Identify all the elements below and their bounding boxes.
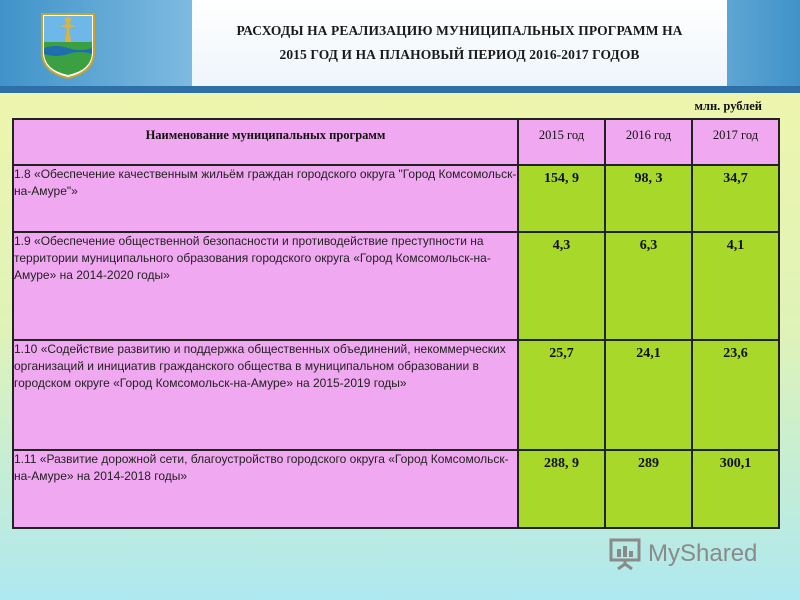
value-2016: 289 <box>605 450 692 528</box>
table-row <box>13 340 779 450</box>
header-2015: 2015 год <box>518 119 605 165</box>
value-2015: 154, 9 <box>518 165 605 232</box>
value-2015: 288, 9 <box>518 450 605 528</box>
program-name: 1.9 «Обеспечение общественной безопасности и противодействие преступности на территории муниципального образования городского округа «Город Комсомольск-на-Амуре» на 2014-2020 годы» <box>13 232 518 340</box>
header-2017: 2017 год <box>692 119 779 165</box>
value-2015: 25,7 <box>518 340 605 450</box>
table-row <box>13 232 779 340</box>
value-2017: 34,7 <box>692 165 779 232</box>
table-row <box>13 165 779 232</box>
program-name: 1.11 «Развитие дорожной сети, благоустройство городского округа «Город Комсомольск-на-Амуре» на 2014-2018 годы» <box>13 450 518 528</box>
value-2016: 98, 3 <box>605 165 692 232</box>
city-coat-of-arms-icon <box>40 12 96 80</box>
units-label: млн. рублей <box>694 99 762 113</box>
table-row <box>13 450 779 528</box>
value-2016: 6,3 <box>605 232 692 340</box>
header-divider <box>0 86 800 93</box>
header-banner <box>0 0 800 93</box>
page-title-line-2: 2015 ГОД И НА ПЛАНОВЫЙ ПЕРИОД 2016-2017 ГОДОВ <box>279 47 640 62</box>
watermark <box>608 538 757 570</box>
program-name: 1.8 «Обеспечение качественным жильём граждан городского округа "Город Комсомольск-на-Амуре"» <box>13 165 518 232</box>
title-box <box>192 0 727 86</box>
presentation-board-icon <box>608 538 642 570</box>
header-program-name: Наименование муниципальных программ <box>13 119 518 165</box>
page-title-line-1: РАСХОДЫ НА РЕАЛИЗАЦИЮ МУНИЦИПАЛЬНЫХ ПРОГРАММ НА <box>236 23 683 38</box>
table-header-row <box>13 119 779 165</box>
programs-table <box>12 118 780 529</box>
value-2017: 23,6 <box>692 340 779 450</box>
watermark-text: MyShared <box>648 540 758 567</box>
header-2016: 2016 год <box>605 119 692 165</box>
value-2016: 24,1 <box>605 340 692 450</box>
value-2015: 4,3 <box>518 232 605 340</box>
program-name: 1.10 «Содействие развитию и поддержка общественных объединений, некоммерческих организаций и инициатив гражданского общества в муниципальном образовании в городском округе «Город Комсомольск-на-Амуре» на 2015-2019 годы» <box>13 340 518 450</box>
value-2017: 4,1 <box>692 232 779 340</box>
value-2017: 300,1 <box>692 450 779 528</box>
